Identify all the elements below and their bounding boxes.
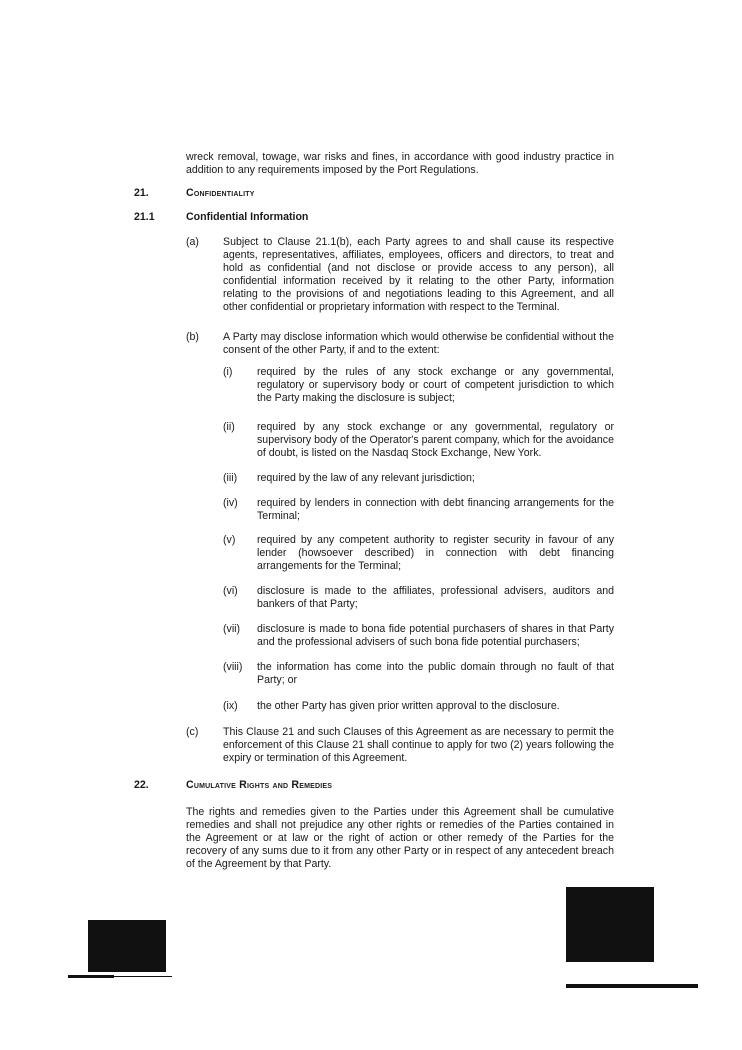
sub-item-iv-label: (iv) (223, 497, 238, 509)
sub-item-iv-text: required by lenders in connection with debt financing arrangements for the Terminal; (257, 497, 614, 522)
sub-item-i-label: (i) (223, 366, 233, 378)
sub-item-iii-text: required by the law of any relevant jurisdiction; (257, 472, 475, 484)
sub-item-ix-text: the other Party has given prior written approval to the disclosure. (257, 700, 560, 712)
sub-item-ii-label: (ii) (223, 421, 235, 433)
sub-item-vii-text: disclosure is made to bona fide potential purchasers of shares in that Party and the professional advisers of such bona fide potential purchasers; (257, 623, 614, 648)
redacted-initials-right (566, 887, 654, 962)
sub-item-v-label: (v) (223, 534, 236, 546)
clause-22-number: 22. (134, 779, 149, 791)
intro-paragraph: wreck removal, towage, war risks and fines, in accordance with good industry practice in addition to any requirements imposed by the Port Regulations. (186, 151, 614, 176)
para-a-text: Subject to Clause 21.1(b), each Party agrees to and shall cause its respective agents, representatives, affiliates, employees, officers and directors, to treat and hold as confidential (and not disclose or provide access to any person), all confidential information received by it relating to the other Party, information relating to the provisions of and negotiations leading to this Agreement, and all other confidential or proprietary information with respect to the Terminal. (223, 236, 614, 313)
clause-22-text: The rights and remedies given to the Parties under this Agreement shall be cumulative remedies and shall not prejudice any other rights or remedies of the Parties contained in the Agreement or at law or the right of action or other remedy of the Parties for the recovery of any sums due to it from any other Party or in respect of any antecedent breach of the Agreement by that Party. (186, 806, 614, 870)
redacted-line-right (566, 984, 698, 988)
sub-item-ix-label: (ix) (223, 700, 238, 712)
clause-21-number: 21. (134, 187, 149, 199)
clause-22-heading: Cumulative Rights and Remedies (186, 779, 333, 791)
para-c-text: This Clause 21 and such Clauses of this Agreement as are necessary to permit the enforcement of this Clause 21 shall continue to apply for two (2) years following the expiry or termination of this Agreement. (223, 726, 614, 764)
sub-item-vi-label: (vi) (223, 585, 238, 597)
para-b-text: A Party may disclose information which would otherwise be confidential without the consent of the other Party, if and to the extent: (223, 331, 614, 356)
clause-21-heading: Confidentiality (186, 187, 255, 199)
para-b-label: (b) (186, 331, 199, 343)
redacted-initials-left (88, 920, 166, 972)
sub-item-viii-label: (viii) (223, 661, 243, 673)
clause-21-1-number: 21.1 (134, 211, 155, 223)
para-c-label: (c) (186, 726, 199, 738)
sub-item-vi-text: disclosure is made to the affiliates, professional advisers, auditors and bankers of that Party; (257, 585, 614, 610)
clause-21-1-heading: Confidential Information (186, 211, 309, 223)
redacted-line-left (68, 975, 114, 978)
sub-item-ii-text: required by any stock exchange or any governmental, regulatory or supervisory body of the Operator's parent company, which for the avoidance of doubt, is listed on the Nasdaq Stock Exchange, New York. (257, 421, 614, 459)
sub-item-viii-text: the information has come into the public domain through no fault of that Party; or (257, 661, 614, 686)
sub-item-v-text: required by any competent authority to register security in favour of any lender (howsoever described) in connection with debt financing arrangements for the Terminal; (257, 534, 614, 572)
sub-item-vii-label: (vii) (223, 623, 241, 635)
sub-item-iii-label: (iii) (223, 472, 238, 484)
para-a-label: (a) (186, 236, 199, 248)
sub-item-i-text: required by the rules of any stock exchange or any governmental, regulatory or supervisory body or court of competent jurisdiction to which the Party making the disclosure is subject; (257, 366, 614, 404)
